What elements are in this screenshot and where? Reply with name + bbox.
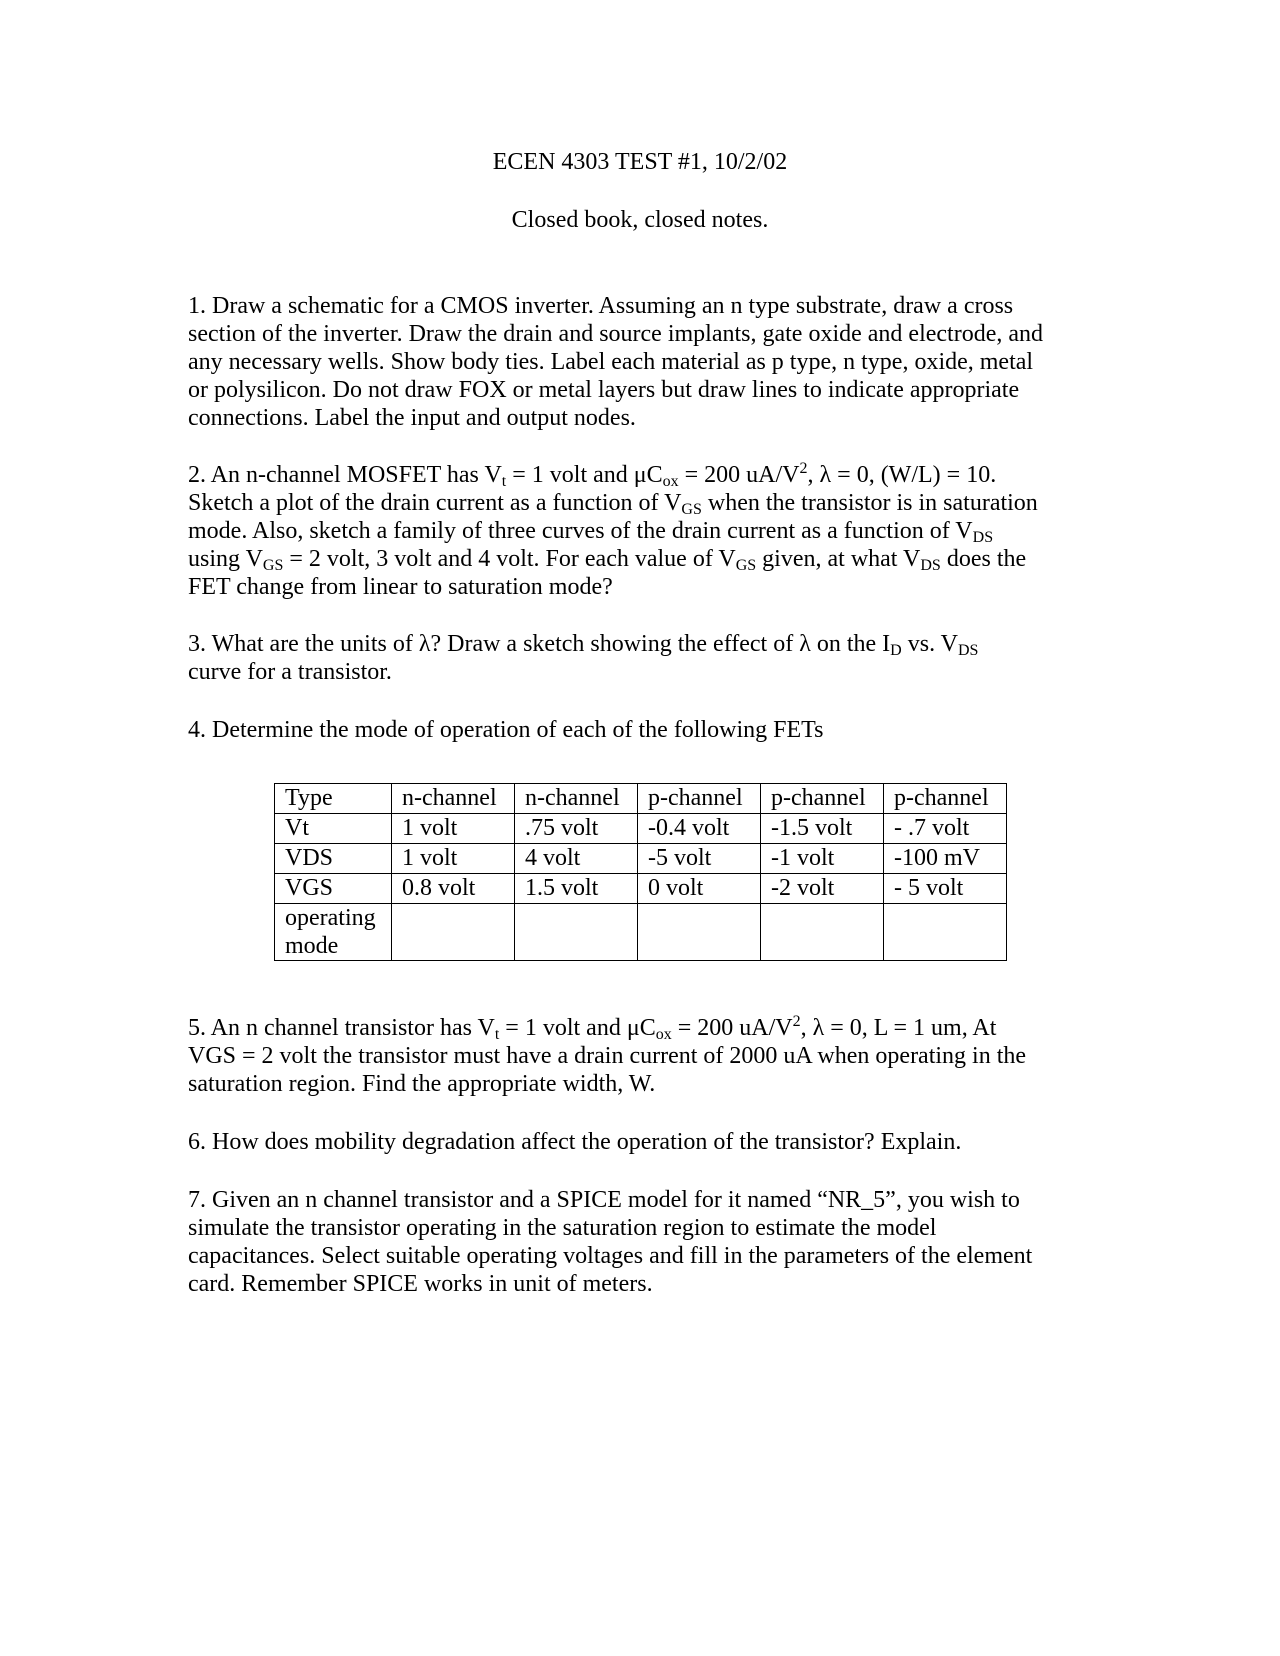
table-cell: p-channel <box>884 784 1007 814</box>
table-cell: .75 volt <box>515 814 638 844</box>
table-cell: 4 volt <box>515 844 638 874</box>
table-row <box>275 874 1007 904</box>
table-row <box>275 814 1007 844</box>
table-cell: 0.8 volt <box>392 874 515 904</box>
table-cell: -100 mV <box>884 844 1007 874</box>
table-cell: - 5 volt <box>884 874 1007 904</box>
table-cell: VGS <box>275 874 392 904</box>
page-title: ECEN 4303 TEST #1, 10/2/02 <box>492 149 788 175</box>
table-cell: 0 volt <box>638 874 761 904</box>
table-cell: n-channel <box>392 784 515 814</box>
table-row-operating-mode <box>275 904 1007 961</box>
q7-line-1: 7. Given an n channel transistor and a SPICE model for it named “NR_5”, you wish to <box>188 1187 1020 1213</box>
table-cell: -0.4 volt <box>638 814 761 844</box>
table-row <box>275 844 1007 874</box>
q6-text: 6. How does mobility degradation affect the operation of the transistor? Explain. <box>188 1129 962 1155</box>
table-cell: n-channel <box>515 784 638 814</box>
table-row <box>275 784 1007 814</box>
q1-line-3: any necessary wells. Show body ties. Label each material as p type, n type, oxide, metal <box>188 349 1034 375</box>
q2-line-4: using $V_{GS} = 2$ volt, 3 volt and 4 volt. For each value of $V_{GS}$ given, at what $V_{DS}$ does the <box>188 546 1027 574</box>
q5-line-2: VGS = 2 volt the transistor must have a drain current of 2000 uA when operating in the <box>188 1043 1027 1069</box>
table-cell: -5 volt <box>638 844 761 874</box>
table-cell: 1 volt <box>392 844 515 874</box>
q2-line-5: FET change from linear to saturation mode? <box>188 574 613 600</box>
q3-line-2: curve for a transistor. <box>188 659 392 685</box>
fet-table <box>274 783 1007 961</box>
table-cell: p-channel <box>761 784 884 814</box>
table-cell: -1 volt <box>761 844 884 874</box>
table-cell: Type <box>275 784 392 814</box>
table-cell: - .7 volt <box>884 814 1007 844</box>
answer-cell[interactable] <box>392 904 515 961</box>
operating-mode-label: operating mode <box>275 904 392 961</box>
q4-text: 4. Determine the mode of operation of each of the following FETs <box>188 717 824 743</box>
answer-cell[interactable] <box>515 904 638 961</box>
table-cell: 1 volt <box>392 814 515 844</box>
q7-line-3: capacitances. Select suitable operating voltages and fill in the parameters of the element <box>188 1243 1033 1269</box>
table-cell: 1.5 volt <box>515 874 638 904</box>
q2-line-1: 2. An n-channel MOSFET has $V_t = 1$ volt and $\mu C_{ox} = 200$ $uA/V^2$, λ = 0, (W/L) = 10. <box>188 460 997 490</box>
q2-line-2: Sketch a plot of the drain current as a function of $V_{GS}$ when the transistor is in saturation <box>188 490 1038 518</box>
q5-line-1: 5. An n channel transistor has $V_t = 1$ volt and $\mu C_{ox} = 200$ $uA/V^2$, λ = 0, L = 1 um, At <box>188 1013 997 1043</box>
answer-cell[interactable] <box>761 904 884 961</box>
table-cell: p-channel <box>638 784 761 814</box>
table-cell: Vt <box>275 814 392 844</box>
answer-cell[interactable] <box>884 904 1007 961</box>
q2-line-3: mode. Also, sketch a family of three curves of the drain current as a function of $V_{DS}$ <box>188 518 994 546</box>
q1-line-4: or polysilicon. Do not draw FOX or metal layers but draw lines to indicate appropriate <box>188 377 1020 403</box>
q5-line-3: saturation region. Find the appropriate width, W. <box>188 1071 656 1097</box>
table-cell: VDS <box>275 844 392 874</box>
q1-line-2: section of the inverter. Draw the drain and source implants, gate oxide and electrode, and <box>188 321 1044 347</box>
q1-line-1: 1. Draw a schematic for a CMOS inverter. Assuming an n type substrate, draw a cross <box>188 293 1014 319</box>
page-subtitle: Closed book, closed notes. <box>511 207 769 233</box>
q7-line-2: simulate the transistor operating in the saturation region to estimate the model <box>188 1215 937 1241</box>
answer-cell[interactable] <box>638 904 761 961</box>
q7-line-4: card. Remember SPICE works in unit of meters. <box>188 1271 653 1297</box>
table-cell: -1.5 volt <box>761 814 884 844</box>
table-cell: -2 volt <box>761 874 884 904</box>
q3-line-1: 3. What are the units of λ? Draw a sketch showing the effect of λ on the $I_D$ vs. $V_{DS}$ <box>188 631 979 659</box>
q1-line-5: connections. Label the input and output nodes. <box>188 405 636 431</box>
